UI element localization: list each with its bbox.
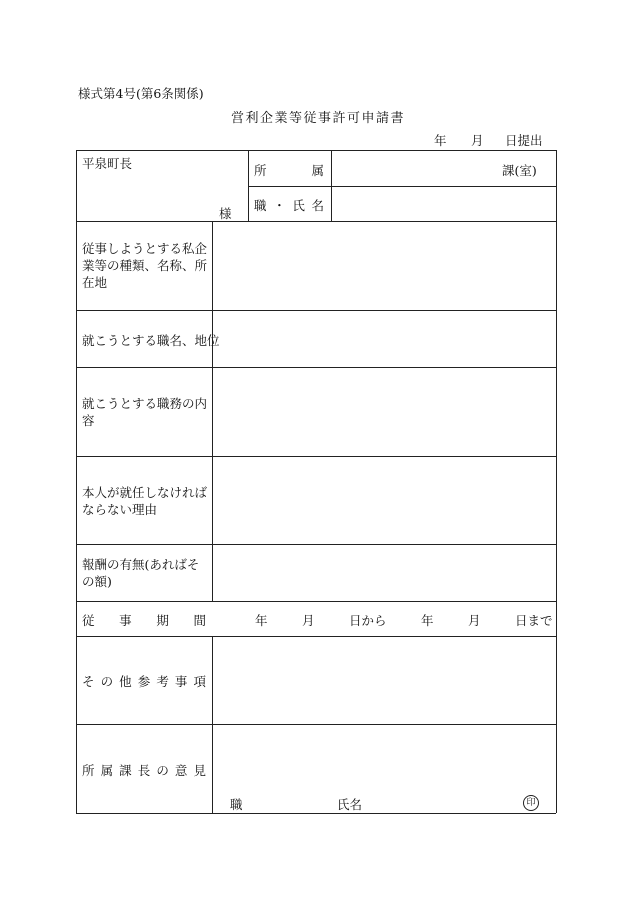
date-month-label: 月 [471,133,484,148]
table-divider [76,221,556,222]
table-divider [212,221,213,601]
period-label: 従 事 期 間 [82,613,206,628]
chief-opinion-label: 所 属 課 長 の 意 見 [82,763,206,778]
table-divider [76,310,556,311]
to-year-label: 年 [421,613,434,628]
reason-field[interactable] [216,460,552,540]
honorific-label: 様 [219,206,232,221]
compensation-label: 報酬の有無(あればその額) [82,557,200,589]
from-day-label: 日から [349,613,387,628]
compensation-field[interactable] [216,548,552,597]
table-divider [248,186,556,187]
table-divider [76,724,556,725]
from-month-label: 月 [302,613,315,628]
table-divider [76,544,556,545]
date-submitted-label: 日提出 [505,133,543,148]
form-number: 様式第4号(第6条関係) [78,86,204,101]
table-divider [76,367,556,368]
table-divider [331,150,332,221]
table-border-right [556,150,557,813]
from-year-label: 年 [255,613,268,628]
to-day-label: 日まで [515,613,553,628]
signature-position-label: 職 [230,797,243,812]
to-month-label: 月 [468,613,481,628]
other-reference-field[interactable] [216,640,552,720]
affiliation-suffix: 課(室) [502,163,537,178]
table-divider [76,601,556,602]
table-divider [212,636,213,813]
enterprise-field[interactable] [216,225,552,306]
table-divider [76,636,556,637]
table-divider [76,456,556,457]
enterprise-label: 従事しようとする私企業等の種類、名称、所在地 [82,241,208,290]
position-name-label: 職 ・ 氏 名 [254,198,324,213]
seal-mark: 印 [523,795,539,811]
table-border-left [76,150,77,813]
form-title: 営利企業等従事許可申請書 [231,111,406,126]
chief-opinion-field[interactable] [216,728,552,788]
signature-name-label: 氏名 [337,797,363,812]
other-reference-label: そ の 他 参 考 事 項 [82,674,206,689]
reason-label: 本人が就任しなければならない理由 [82,485,208,517]
period-field[interactable] [216,604,552,633]
duties-field[interactable] [216,371,552,452]
addressee-label: 平泉町長 [82,156,133,171]
duties-label: 就こうとする職務の内容 [82,396,208,428]
position-label: 就こうとする職名、地位 [82,333,220,348]
position-field[interactable] [216,314,552,363]
table-border-top [76,150,556,151]
position-name-field[interactable] [336,190,550,217]
date-year-label: 年 [434,133,447,148]
affiliation-label: 所 属 [254,163,324,178]
affiliation-field[interactable] [336,155,486,181]
table-divider [248,150,249,221]
table-border-bottom [76,813,556,814]
